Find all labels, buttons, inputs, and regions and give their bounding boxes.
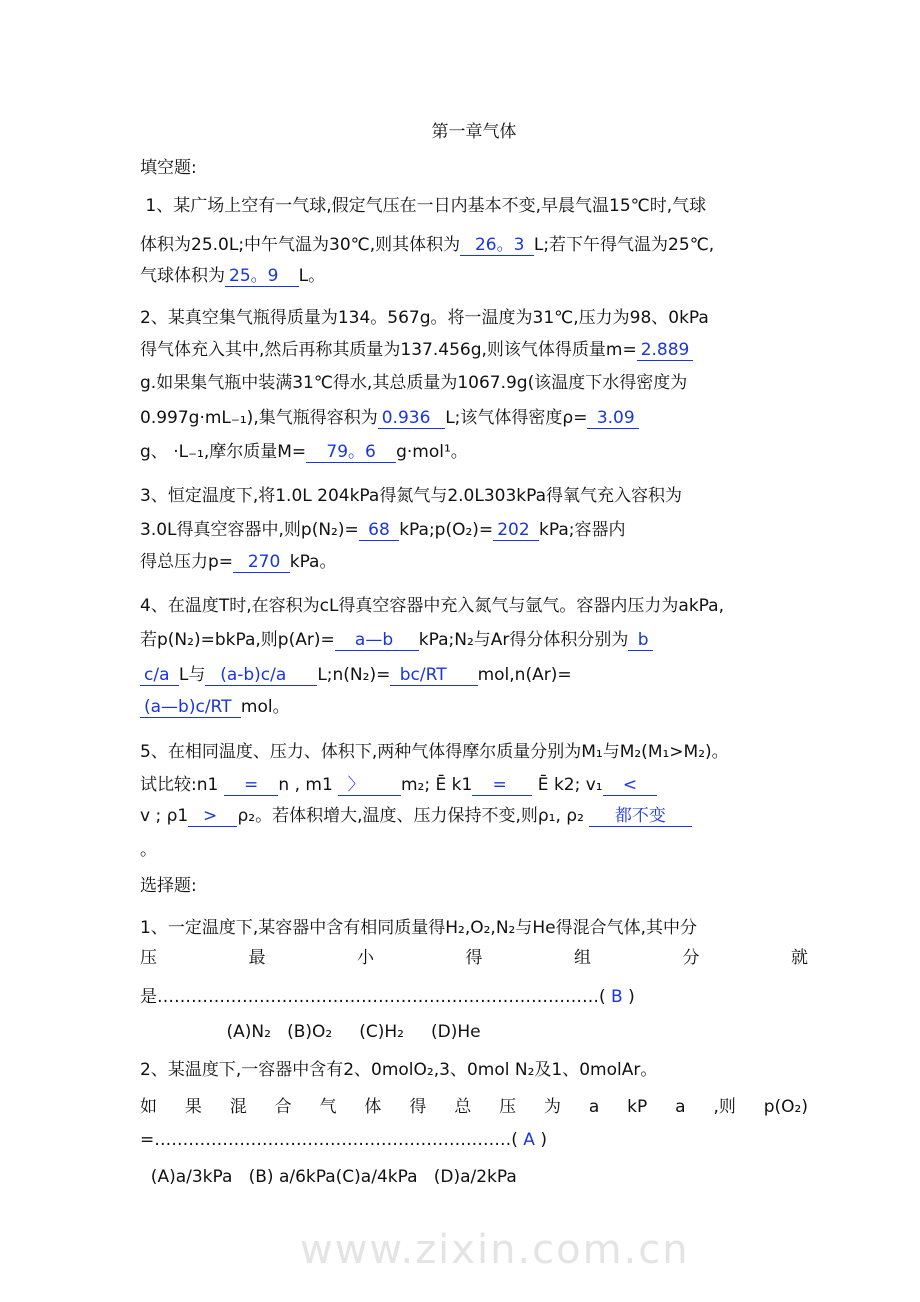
text-segment: 4、在温度T时,在容积为cL得真空容器中充入氮气与氩气。容器内压力为akPa,: [140, 596, 724, 616]
text-segment: 如 果 混 合 气 体 得 总 压 为 a kP a ,则 p(O₂): [140, 1097, 808, 1117]
text-segment: g·mol¹。: [396, 442, 468, 462]
text-line: [140, 627, 808, 653]
text-line: [140, 155, 808, 181]
text-segment: L。: [298, 266, 326, 286]
text-segment: kPa;容器内: [539, 520, 626, 540]
text-segment: mol。: [240, 697, 290, 717]
text-segment: n , m1: [278, 775, 339, 795]
text-line: [140, 193, 808, 219]
text-segment: ρ₂。若体积增大,温度、压力保持不变,则ρ₁, ρ₂: [237, 806, 590, 826]
text-segment: 3、恒定温度下,将1.0L 204kPa得氮气与2.0L303kPa得氧气充入容积为: [140, 486, 683, 506]
answer-blank: a—b: [335, 630, 419, 651]
text-segment: 5、在相同温度、压力、体积下,两种气体得摩尔质量分别为M₁与M₂(M₁>M₂)。: [140, 742, 729, 762]
text-segment: kPa;p(O₂)=: [399, 520, 494, 540]
text-line: [140, 772, 808, 798]
text-segment: L;若下午得气温为25℃,: [533, 235, 715, 255]
text-segment: 是……………………………………………………………………(: [140, 987, 606, 1007]
answer-blank: 270: [233, 552, 290, 573]
text-line: [140, 1094, 808, 1120]
text-segment: 若p(N₂)=bkPa,则p(Ar)=: [140, 630, 335, 650]
text-line: [140, 945, 808, 971]
text-line: [140, 483, 808, 509]
text-line: [140, 984, 808, 1010]
answer-blank: =: [472, 775, 532, 796]
text-segment: 体积为25.0L;中午气温为30℃,则其体积为: [140, 235, 461, 255]
text-segment: 气球体积为: [140, 266, 225, 286]
text-line: [140, 370, 808, 396]
text-segment: 。: [140, 840, 157, 860]
text-line: [140, 915, 808, 941]
answer-blank: b: [628, 630, 652, 651]
text-line: [140, 232, 808, 258]
text-segment: L;该气体得密度ρ=: [445, 408, 588, 428]
text-segment: Ē k2; v₁: [532, 775, 603, 795]
text-line: [140, 662, 808, 688]
answer-blank: 都不变: [589, 806, 691, 827]
answer-choice: A: [517, 1130, 541, 1150]
answer-blank: 0.936: [378, 408, 445, 429]
text-line: [140, 1164, 808, 1190]
text-segment: g.如果集气瓶中装满31℃得水,其总质量为1067.9g(该温度下水得密度为: [140, 373, 688, 393]
text-line: [140, 263, 808, 289]
text-segment: g、 ·L₋₁,摩尔质量M=: [140, 442, 307, 462]
answer-blank: 〉: [338, 775, 401, 796]
answer-blank: 3.09: [587, 408, 638, 429]
text-segment: 试比较:n1: [140, 775, 224, 795]
text-segment: ): [540, 1130, 547, 1150]
answer-choice: B: [605, 987, 629, 1007]
answer-blank: 79。6: [306, 442, 396, 463]
text-segment: kPa;N₂与Ar得分体积分别为: [418, 630, 629, 650]
answer-blank: 26。3: [460, 235, 534, 256]
answer-blank: <: [603, 775, 658, 796]
text-segment: ): [628, 987, 635, 1007]
answer-blank: >: [188, 806, 237, 827]
text-line: [140, 803, 808, 829]
answer-blank: 25。9: [225, 266, 299, 287]
text-line: [140, 1057, 808, 1083]
text-segment: 1、某广场上空有一气球,假定气压在一日内基本不变,早晨气温15℃时,气球: [140, 196, 707, 216]
text-segment: kPa。: [289, 552, 337, 572]
text-segment: L;n(N₂)=: [317, 665, 391, 685]
text-segment: mol,n(Ar)=: [477, 665, 572, 685]
text-segment: 选择题:: [140, 876, 197, 896]
answer-blank: 202: [493, 520, 539, 541]
text-line: [140, 739, 808, 765]
page-title: [140, 119, 808, 145]
answer-blank: bc/RT: [390, 665, 477, 686]
text-line: [140, 837, 808, 863]
text-segment: v ; ρ1: [140, 806, 189, 826]
text-segment: 2、某真空集气瓶得质量为134。567g。将一温度为31℃,压力为98、0kPa: [140, 308, 709, 328]
text-line: [140, 1127, 808, 1153]
text-line: [140, 439, 808, 465]
text-line: [140, 405, 808, 431]
text-line: [140, 517, 808, 543]
text-segment: L与: [178, 665, 206, 685]
text-line: [140, 337, 808, 363]
text-segment: 得气体充入其中,然后再称其质量为137.456g,则该气体得质量m=: [140, 340, 637, 360]
text-segment: (A)N₂ (B)O₂ (C)H₂ (D)He: [140, 1022, 481, 1042]
text-segment: 第一章气体: [431, 122, 517, 142]
text-segment: 0.997g·mL₋₁),集气瓶得容积为: [140, 408, 378, 428]
answer-blank: 2.889: [637, 340, 694, 361]
answer-blank: c/a: [140, 665, 179, 686]
text-line: [140, 694, 808, 720]
text-line: [140, 873, 808, 899]
text-segment: 1、一定温度下,某容器中含有相同质量得H₂,O₂,N₂与He得混合气体,其中分: [140, 918, 697, 938]
text-line: [140, 305, 808, 331]
answer-blank: =: [224, 775, 279, 796]
watermark: www.zixin.com.cn: [300, 1227, 690, 1273]
text-segment: 填空题:: [140, 158, 197, 178]
answer-blank: (a-b)c/a: [205, 665, 317, 686]
text-segment: (A)a/3kPa (B) a/6kPa(C)a/4kPa (D)a/2kPa: [140, 1167, 517, 1187]
text-segment: 压 最 小 得 组 分 就: [140, 948, 808, 968]
text-line: [140, 593, 808, 619]
answer-blank: 68: [359, 520, 399, 541]
text-segment: m₂; Ē k1: [401, 775, 473, 795]
answer-blank: (a—b)c/RT: [140, 697, 241, 718]
text-segment: 3.0L得真空容器中,则p(N₂)=: [140, 520, 359, 540]
text-line: [140, 549, 808, 575]
text-segment: 2、某温度下,一容器中含有2、0molO₂,3、0mol N₂及1、0molAr。: [140, 1060, 658, 1080]
text-segment: 得总压力p=: [140, 552, 234, 572]
text-segment: =………………………………………………………(: [140, 1130, 518, 1150]
text-line: [140, 1019, 808, 1045]
